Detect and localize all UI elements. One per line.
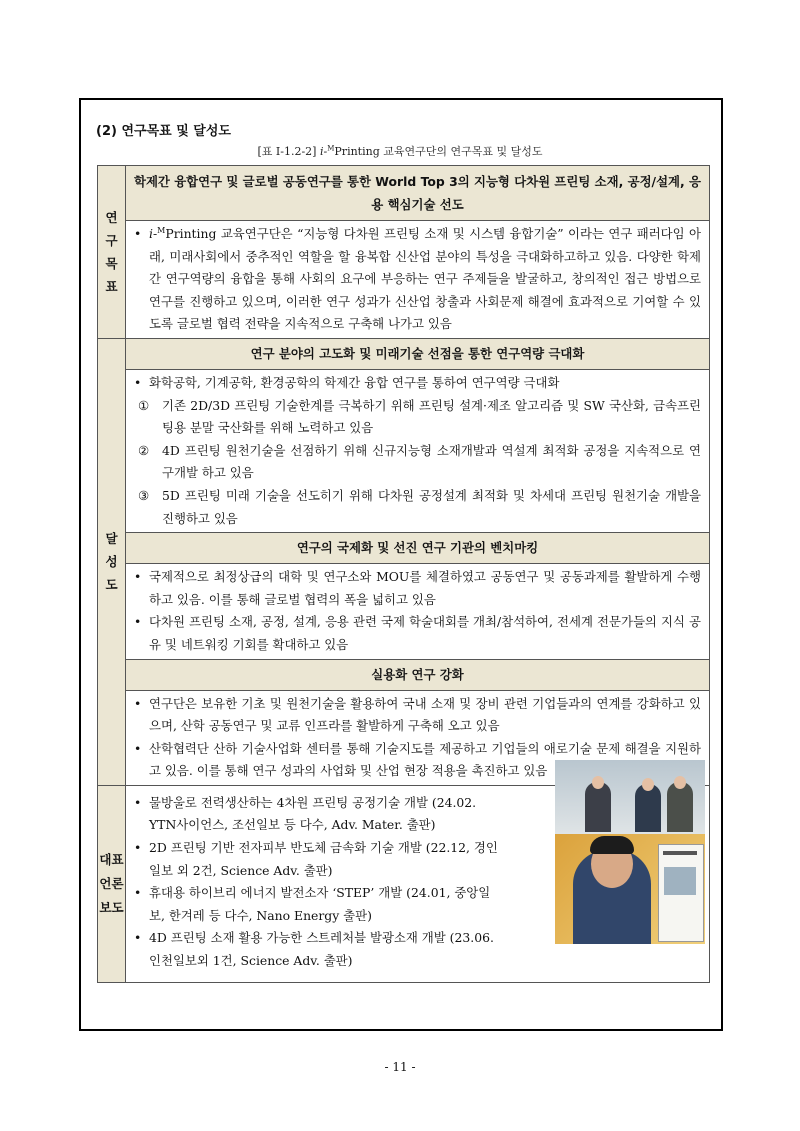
item-number: ②: [138, 442, 150, 458]
research-goal-row: [98, 166, 710, 339]
numbered-item: [134, 395, 701, 440]
bullet-dot: •: [134, 695, 142, 711]
research-goal-label: 연 구 목 표: [98, 166, 126, 339]
caption-sup: M: [327, 144, 335, 153]
achievement-section-body: [126, 564, 709, 658]
person-figure: [585, 782, 611, 832]
section-title: (2) 연구목표 및 달성도: [96, 124, 231, 139]
list-item: [134, 611, 701, 656]
bullet-dot: [134, 905, 149, 928]
person-figure: [635, 784, 661, 832]
caption-rest: Printing 교육연구단의 연구목표 및 달성도: [334, 145, 543, 158]
table-caption: [0, 143, 800, 159]
goal-i: i-: [149, 226, 158, 241]
goal-sup: M: [157, 225, 166, 235]
item-text: 기존 2D/3D 프린팅 기술한계를 극복하기 위해 프린팅 설계·제조 알고리즘 및 SW 국산화, 금속프린팅용 분말 국산화를 위해 노력하고 있음: [162, 397, 701, 436]
bullet-dot: •: [134, 614, 142, 630]
bullet-dot: •: [134, 569, 142, 585]
bullet-dot: •: [134, 885, 142, 901]
achievement-content: [126, 338, 710, 785]
person-face: [592, 776, 604, 789]
item-text: 4D 프린팅 원천기술을 선점하기 위해 신규지능형 소재개발과 역설계 최적화 공정을 지속적으로 연구개발 하고 있음: [162, 442, 701, 481]
media-item-continuation: [134, 950, 539, 973]
research-goal-text: [149, 223, 701, 336]
bullet-dot: •: [134, 374, 142, 390]
achievement-section-body: [126, 370, 709, 532]
bullet-dot: •: [134, 226, 142, 241]
media-item-text: 휴대용 하이브리 에너지 발전소자 ‘STEP’ 개발 (24.01, 중앙일: [149, 885, 491, 901]
caption-i: i-: [319, 145, 328, 158]
media-item-continuation: [134, 814, 539, 837]
media-item-text: 4D 프린팅 소재 활용 가능한 스트레처블 발광소재 개발 (23.06.: [149, 930, 494, 946]
achievement-section-header: 실용화 연구 강화: [126, 659, 709, 691]
person-figure: [667, 782, 693, 832]
research-goal-header: 학제간 융합연구 및 글로벌 공동연구를 통한 World Top 3의 지능형 다차원 프린팅 소재, 공정/설계, 응용 핵심기술 선도: [126, 166, 709, 221]
person-face: [674, 776, 686, 789]
bullet-dot: •: [134, 840, 142, 856]
achievement-section-header: 연구의 국제화 및 선진 연구 기관의 벤치마킹: [126, 532, 709, 564]
research-goal-content: [126, 166, 710, 339]
caption-prefix: [표 I-1.2-2]: [257, 145, 320, 158]
media-item: [134, 882, 539, 905]
journal-cover-image: [658, 844, 704, 942]
bullet-dot: [134, 950, 149, 973]
bullet-text: 연구단은 보유한 기초 및 원천기술을 활용하여 국내 소재 및 장비 관련 기업들과의 연계를 강화하고 있으며, 산학 공동연구 및 교류 인프라를 활발하게 구축해 오고 있음: [149, 695, 701, 734]
media-item-text: 인천일보외 1건, Science Adv. 출판): [149, 953, 353, 969]
bullet-dot: [134, 814, 149, 837]
bullet-text: 국제적으로 최정상급의 대학 및 연구소와 MOU를 체결하였고 공동연구 및 공동과제를 활발하게 수행하고 있음. 이를 통해 글로벌 협력의 폭을 넓히고 있음: [149, 569, 701, 607]
research-goal-body: [126, 221, 709, 338]
media-label: 대표 언론 보도: [98, 785, 126, 982]
bullet-text: 다차원 프린팅 소재, 공정, 설계, 응용 관련 국제 학술대회를 개최/참석하여, 전세계 전문가들의 지식 공유 및 네트워킹 기회를 확대하고 있음: [149, 614, 701, 652]
list-item: [134, 372, 701, 395]
achievement-row: [98, 338, 710, 785]
media-item: [134, 927, 539, 950]
item-number: ③: [138, 487, 150, 503]
page-number: - 11 -: [384, 1060, 416, 1074]
list-item: [134, 693, 701, 738]
media-item-text: 2D 프린팅 기반 전자피부 반도체 금속화 기술 개발 (22.12, 경인: [149, 840, 498, 856]
media-item-text: 일보 외 2건, Science Adv. 출판): [149, 862, 333, 878]
bullet-dot: •: [134, 794, 142, 810]
item-number: ①: [138, 397, 150, 413]
item-text: 5D 프린팅 미래 기술을 선도히기 위해 다차원 공정설계 최적화 및 차세대 프린팅 원천기술 개발을 진행하고 있음: [162, 487, 701, 526]
list-item: [134, 566, 701, 611]
goal-text: Printing 교육연구단은 “지능형 다차원 프린팅 소재 및 시스템 융합기술” 이라는 연구 패러다임 아래, 미래사회에서 중추적인 역할을 할 융복합 신산업 분야의 특성을 극대화하고하고 있음. 다양한 학제간 연구역량의 융합을 통해 사회의 요구에 부응하는 연구 주제들을 발굴하고, 창의적인 접근 방법으로 연구를 진행하고 있으며, 이러한 연구 성과가 신산업 창출과 사회문제 해결에 효과적으로 기여할 수 있도록 글로벌 협력 전략을 지속적으로 구축해 나가고 있음: [149, 226, 701, 332]
portrait-hair: [590, 836, 634, 854]
achievement-section-header: 연구 분야의 고도화 및 미래기술 선점을 통한 연구역량 극대화: [126, 339, 709, 370]
bullet-dot: •: [134, 930, 142, 946]
news-photo-collage: [555, 760, 705, 944]
numbered-item: [134, 485, 701, 530]
bullet-dot: [134, 860, 149, 883]
media-item-continuation: [134, 860, 539, 883]
media-item-text: YTN사이언스, 조선일보 등 다수, Adv. Mater. 출판): [149, 817, 436, 833]
list-item: [134, 223, 701, 336]
media-item: [134, 792, 539, 815]
media-item-text: 물방울로 전력생산하는 4차원 프린팅 공정기술 개발 (24.02.: [149, 794, 477, 810]
numbered-item: [134, 440, 701, 485]
bullet-dot: •: [134, 740, 142, 756]
person-face: [642, 778, 654, 791]
media-item-text: 보, 한겨레 등 다수, Nano Energy 출판): [149, 907, 372, 923]
bullet-text: 화학공학, 기계공학, 환경공학의 학제간 융합 연구를 통하여 연구역량 극대화: [149, 374, 560, 390]
media-list: [134, 792, 539, 973]
achievement-label: 달 성 도: [98, 338, 126, 785]
bullet-text: 산학협력단 산하 기술사업화 센터를 통해 기술지도를 제공하고 기업들의 애로기술 문제 해결을 지원하고 있음. 이를 통해 연구 성과의 사업화 및 산업 현장 적용을 촉진하고 있음: [149, 740, 701, 779]
media-item: [134, 837, 539, 860]
media-item-continuation: [134, 905, 539, 928]
